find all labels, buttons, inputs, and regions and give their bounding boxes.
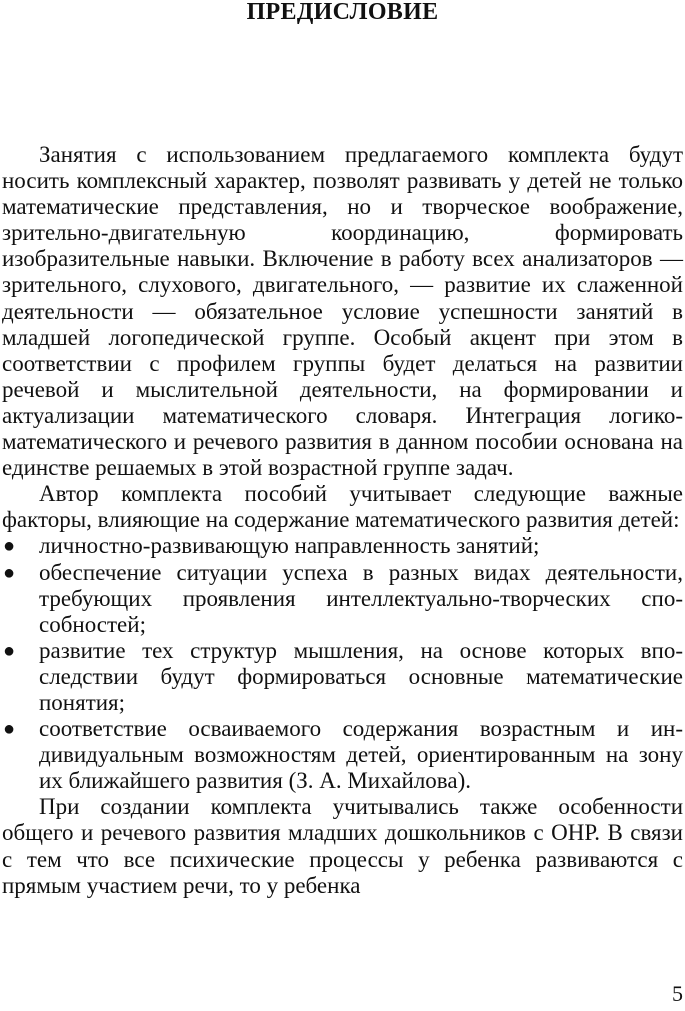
bullet-icon: ● — [3, 561, 16, 584]
list-item-text: соответствие осваиваемого содержания возрастным и индивидуальным возможностям детей, ориентированным на зону их ближайшего развития (З. А. Михайлова). — [39, 716, 683, 794]
bullet-icon: ● — [3, 718, 16, 741]
page-title: ПРЕДИСЛОВИЕ — [246, 0, 439, 25]
list-item-text: личностно-развивающую направленность занятий; — [39, 533, 540, 559]
paragraph-factors: Автор комплекта пособий учитывает следующие важные факторы, влияющие на содержание математического развития детей: — [2, 481, 683, 533]
list-item — [2, 716, 683, 794]
paragraph-closing: При создании комплекта учитывались также особенности общего и речевого развития младших дошкольников с ОНР. В связи с тем что все психические процессы у ребенка развиваются с прямым участием речи, то у ребенка — [2, 794, 683, 898]
list-item — [2, 638, 683, 716]
page-body — [2, 142, 683, 899]
paragraph-intro: Занятия с использованием предлагаемого комплекта будут носить комплексный характер, позволят развивать у детей не только математические представления, но и творческое воображение, зрительно-двигательную координацию, формировать изобразительные навыки. Включение в работу всех анализаторов — зрительного, слухового, двигательного, — развитие их слаженной деятельности — обязательное условие успешности занятий в младшей логопедической группе. Особый акцент при этом в соответствии с профилем группы будет делаться на развитии речевой и мыслительной деятельности, на формировании и актуализации математического словаря. Интеграция логико-математического и речевого развития в данном пособии основана на единстве решаемых в этой возрастной группе задач. — [2, 142, 683, 481]
page-number: 5 — [672, 981, 683, 1006]
list-item — [2, 533, 683, 559]
list-item-text: обеспечение ситуации успеха в разных видах деятельности, требующих проявления интеллектуально-творческих способностей; — [39, 559, 683, 637]
list-item-text: развитие тех структур мышления, на основе которых впоследствии будут формироваться основные математические понятия; — [39, 637, 683, 715]
list-item — [2, 560, 683, 638]
bullet-icon: ● — [3, 535, 16, 558]
bullet-icon: ● — [3, 639, 16, 662]
factors-list — [2, 533, 683, 794]
